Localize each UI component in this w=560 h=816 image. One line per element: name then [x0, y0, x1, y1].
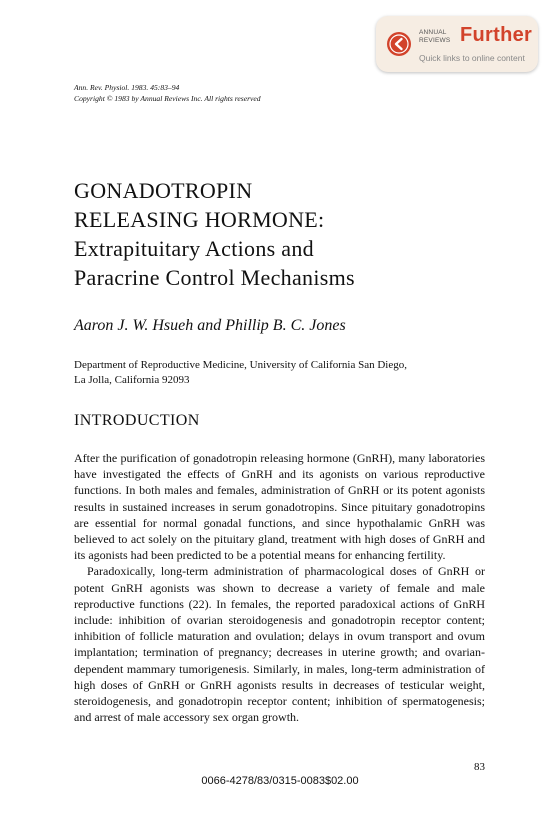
affiliation [74, 358, 407, 388]
title-line-4: Paracrine Control Mechanisms [74, 265, 355, 290]
authors: Aaron J. W. Hsueh and Phillip B. C. Jones [74, 317, 346, 334]
paragraph: Paradoxically, long-term administration of pharmacological doses of GnRH or potent GnRH agonists was shown to decrease a variety of female and male reproductive functions (22). In females, the reported paradoxical actions of GnRH include: inhibition of ovarian steroidogenesis and gonadotropin receptor content; inhibition of follicle maturation and ovulation; delays in ovum transport and ovum implantation; termination of pregnancy; decreases in uterine growth; and ovarian-dependent mammary tumorigenesis. Similarly, in males, long-term administration of high doses of GnRH or GnRH agonists results in decreases of testicular weight, steroidogenesis, and gonadotropin receptor content; inhibition of spermatogenesis; and arrest of male accessory sex organ growth. [74, 564, 485, 725]
paragraph: After the purification of gonadotropin releasing hormone (GnRH), many laboratories have investigated the effects of GnRH and its agonists on various reproductive functions. In both males and females, administration of GnRH or its potent agonists results in sustained increases in serum gonadotropins. Since pituitary gonadotropins are essential for normal gonadal functions, and since hypothalamic GnRH was believed to act solely on the pituitary gland, treatment with high doses of GnRH and its agonists had been predicted to be a potential means for enhancing fertility. [74, 451, 485, 563]
title-line-1: GONADOTROPIN [74, 178, 253, 203]
affiliation-line-1: Department of Reproductive Medicine, University of California San Diego, [74, 359, 407, 371]
annual-reviews-logo-icon [386, 31, 412, 57]
title-line-3: Extrapituitary Actions and [74, 236, 314, 261]
badge-further-label: Further [460, 24, 533, 46]
page-number: 83 [474, 761, 485, 773]
article-title [74, 176, 355, 292]
citation-line: Ann. Rev. Physiol. 1983. 45:83–94 [74, 83, 180, 92]
badge-annual-reviews-label: ANNUAL REVIEWS [419, 29, 451, 44]
body-text [74, 450, 485, 725]
affiliation-line-2: La Jolla, California 92093 [74, 374, 190, 386]
footer-code: 0066-4278/83/0315-0083$02.00 [201, 775, 359, 787]
section-heading-introduction: INTRODUCTION [74, 412, 200, 429]
copyright-line: Copyright © 1983 by Annual Reviews Inc. All rights reserved [74, 94, 261, 103]
title-line-2: RELEASING HORMONE: [74, 207, 325, 232]
annual-reviews-further-badge[interactable] [376, 16, 538, 72]
journal-citation [74, 82, 261, 104]
badge-subtitle: Quick links to online content [419, 53, 525, 63]
